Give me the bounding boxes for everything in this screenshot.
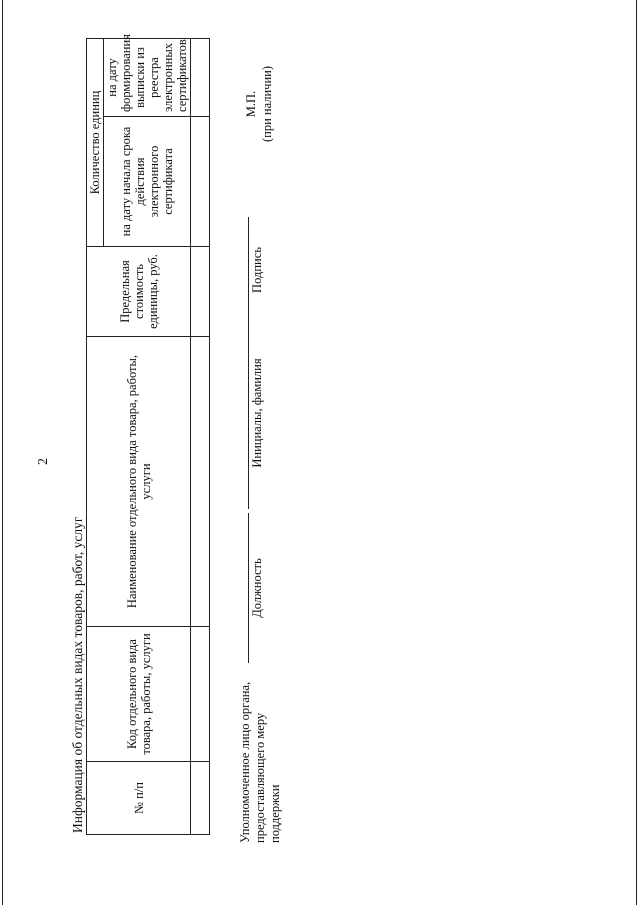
cell-qty-start	[191, 117, 210, 247]
header-name: Наименование отдельного вида товара, работы, услуги	[87, 337, 191, 627]
cell-code	[191, 627, 210, 762]
authority-label: Уполномоченное лицо органа, предоставляющего меру поддержки	[238, 681, 282, 843]
cell-name	[191, 337, 210, 627]
cell-qty-extract	[191, 38, 210, 116]
header-code: Код отдельного вида товара, работы, услуги	[87, 627, 191, 762]
header-number: № п/п	[87, 762, 191, 835]
cell-price	[191, 247, 210, 337]
name-line	[248, 317, 249, 509]
table-row	[191, 38, 210, 834]
page-number: 2	[36, 458, 51, 465]
name-label: Инициалы, фамилия	[250, 358, 264, 468]
header-price: Предельная стоимость единицы, руб.	[87, 247, 191, 337]
page-edge-top	[2, 0, 3, 905]
position-line	[248, 513, 249, 663]
signature-label: Подпись	[250, 247, 264, 293]
header-quantity: Количество единиц	[87, 38, 104, 246]
cell-number	[191, 762, 210, 835]
header-qty-extract: на дату формирования выписки из реестра электронных сертификатов	[104, 38, 191, 116]
seal-note: (при наличии)	[260, 65, 274, 143]
seal-label: М.П.	[244, 90, 258, 118]
table-caption: Информация об отдельных видах товаров, работ, услуг	[70, 516, 85, 833]
position-label: Должность	[250, 558, 264, 618]
page-edge-bottom	[636, 0, 637, 905]
signature-line	[248, 217, 249, 323]
goods-info-table	[86, 34, 210, 835]
header-qty-start: на дату начала срока действия электронного сертификата	[104, 117, 191, 247]
